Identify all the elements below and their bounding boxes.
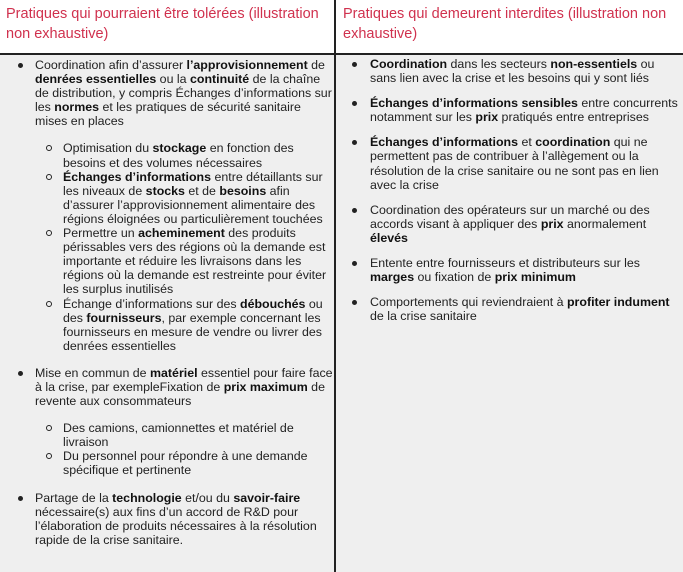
- text: de revente aux consommateurs: [35, 379, 325, 409]
- tolerated-subitem: [35, 297, 334, 353]
- text: , par exemple concernant les fournisseurs en mesure de vendre ou livrer des denrées essentielles: [63, 310, 322, 353]
- forbidden-item: [336, 135, 683, 191]
- text: Des camions, camionnettes et matériel de livraison: [63, 421, 294, 450]
- bold-text: prix: [475, 110, 499, 125]
- bold-text: marges: [370, 270, 415, 285]
- bold-text: profiter indument: [566, 295, 670, 310]
- text: ou fixation de: [414, 270, 495, 285]
- text: nécessaire(s) aux fins d’un accord de R&D pour l’élaboration de produits nécessaires à la résolution rapide de la crise sanitaire.: [35, 504, 317, 547]
- bold-text: prix: [540, 216, 564, 231]
- text: Partage de la: [35, 490, 113, 505]
- bold-text: prix maximum: [223, 379, 308, 394]
- forbidden-list: [336, 57, 683, 323]
- bold-text: normes: [54, 100, 100, 115]
- text: de la chaîne de distribution, y compris Échanges d’informations sur les: [35, 72, 332, 115]
- forbidden-item: [336, 96, 683, 124]
- text: Mise en commun de: [35, 365, 151, 380]
- text: afin d’assurer l’approvisionnement alimentaire des régions éloignées ou particulièrement touchées: [63, 183, 323, 226]
- tolerated-subitem: [35, 170, 334, 226]
- bold-text: débouchés: [240, 296, 306, 311]
- text: de la crise sanitaire: [370, 309, 477, 324]
- text: Du personnel pour répondre à une demande spécifique et pertinente: [63, 449, 308, 478]
- bold-text: prix minimum: [494, 270, 576, 285]
- tolerated-item: [0, 58, 334, 353]
- text: Échange d’informations sur des: [63, 296, 241, 311]
- bold-text: stocks: [145, 183, 185, 198]
- tolerated-subitem: [35, 226, 334, 296]
- tolerated-subitem: [35, 421, 334, 449]
- text: en fonction des besoins et des volumes nécessaires: [63, 141, 294, 170]
- forbidden-item: [336, 203, 683, 245]
- column-tolerated: [0, 55, 334, 572]
- text: Coordination des opérateurs sur un marché ou des accords visant à appliquer des: [370, 202, 650, 231]
- bold-text: denrées essentielles: [35, 72, 157, 87]
- text: pratiqués entre entreprises: [498, 110, 649, 125]
- bold-text: Échanges d’informations sensibles: [370, 96, 578, 111]
- text: ou la: [156, 72, 190, 87]
- bold-text: matériel: [150, 365, 198, 380]
- bold-text: Coordination: [370, 57, 448, 71]
- column-divider: [334, 0, 336, 572]
- tolerated-list: [0, 58, 334, 547]
- text: anormalement: [563, 216, 647, 231]
- tolerated-item: [0, 366, 334, 478]
- tolerated-subitem: [35, 449, 334, 477]
- bold-text: continuité: [190, 72, 250, 87]
- bold-text: l’approvisionnement: [186, 58, 308, 72]
- text: Permettre un: [63, 226, 139, 241]
- header-forbidden: Pratiques qui demeurent interdites (illustration non exhaustive): [343, 6, 667, 42]
- header-divider: [0, 53, 683, 55]
- text: Coordination afin d’assurer: [35, 58, 187, 72]
- text: ou des: [63, 296, 323, 325]
- text: Entente entre fournisseurs et distributeurs sur les: [370, 256, 640, 271]
- tolerated-sublist: [35, 141, 334, 352]
- header-tolerated: Pratiques qui pourraient être tolérées (illustration non exhaustive): [6, 6, 319, 42]
- text: et/ou du: [181, 490, 234, 505]
- text: de: [307, 58, 325, 72]
- text: et les pratiques de sécurité sanitaire mises en places: [35, 100, 301, 129]
- tolerated-subitem: [35, 141, 334, 169]
- text: et: [518, 135, 536, 150]
- bold-text: acheminement: [138, 226, 225, 241]
- bold-text: élevés: [370, 230, 408, 245]
- text: entre concurrents notamment sur les: [370, 96, 678, 125]
- tolerated-item: [0, 491, 334, 547]
- bold-text: fournisseurs: [86, 310, 162, 325]
- text: des produits périssables vers des régions où la demande est importante et réduire les livraisons dans les régions où la demande est restreinte pour éviter les surplus inutilisés: [63, 226, 327, 297]
- text: Optimisation du: [63, 141, 153, 156]
- forbidden-item: [336, 295, 683, 323]
- text: entre détaillants sur les niveaux de: [63, 169, 323, 198]
- forbidden-item: [336, 256, 683, 284]
- bold-text: savoir-faire: [233, 490, 301, 505]
- text: Comportements qui reviendraient à: [370, 295, 567, 310]
- bold-text: coordination: [535, 135, 611, 150]
- bold-text: Échanges d’informations: [370, 135, 519, 150]
- text: dans les secteurs: [447, 57, 551, 71]
- bold-text: besoins: [219, 183, 267, 198]
- bold-text: technologie: [112, 490, 182, 505]
- bold-text: Échanges d’informations: [63, 169, 212, 184]
- column-forbidden: [336, 55, 683, 572]
- text: ou sans lien avec la crise et les besoins qui y sont liés: [370, 57, 655, 86]
- bold-text: non-essentiels: [550, 57, 638, 71]
- text: et de: [184, 183, 220, 198]
- text: qui ne permettent pas de contribuer à l’allègement ou la résolution de la crise sanitaire ou ne sont pas en lien avec la crise: [370, 135, 659, 192]
- text: essentiel pour faire face à la crise, par exempleFixation de: [35, 365, 333, 394]
- tolerated-sublist: [35, 421, 334, 477]
- bold-text: stockage: [152, 141, 207, 156]
- forbidden-item: [336, 57, 683, 85]
